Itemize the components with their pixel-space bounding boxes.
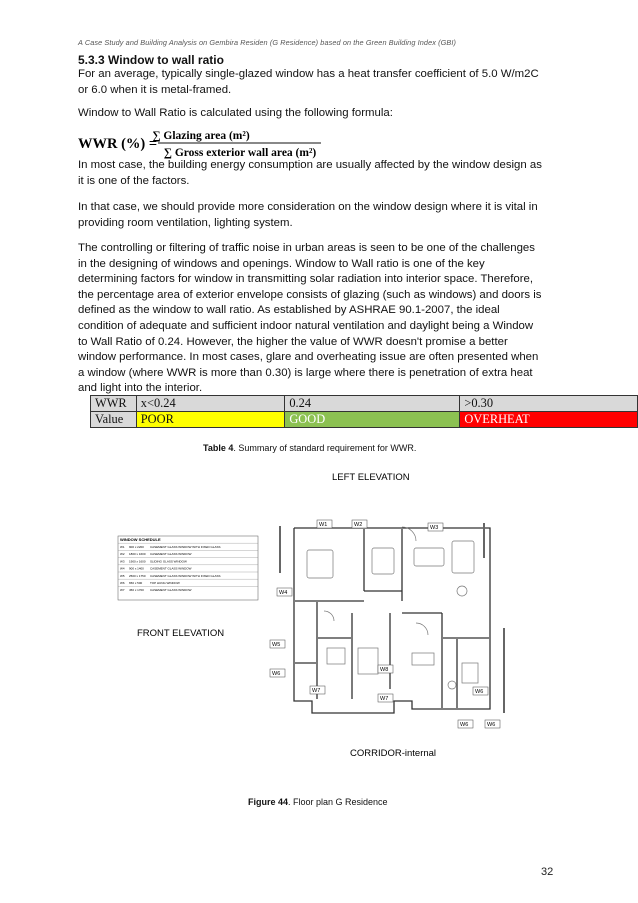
table-cell: >0.30 — [460, 396, 638, 412]
window-tag: W7 — [312, 688, 321, 694]
window-tag: W7 — [380, 696, 389, 702]
caption-text: . Summary of standard requirement for WWR. — [233, 443, 417, 453]
text-line: The controlling or filtering of traffic noise in urban areas is seen to be one of the challenges — [78, 242, 535, 254]
window-tag: W3 — [430, 525, 439, 531]
text-line: the percentage area of exterior envelope consists of glazing (such as windows) and doors is — [78, 288, 542, 301]
page-number: 32 — [541, 866, 554, 878]
window-tag: W2 — [354, 522, 363, 528]
window-tags — [270, 520, 500, 728]
running-head: A Case Study and Building Analysis on Gembira Residen (G Residence) based on the Green Building Index (GBI) — [78, 38, 457, 47]
table-header-row — [91, 396, 638, 412]
table-cell: 0.24 — [285, 396, 460, 412]
caption-label: Figure 44 — [248, 797, 289, 807]
paragraph-traffic-noise — [78, 241, 566, 397]
exterior-columns — [280, 523, 504, 713]
left-elevation-label: LEFT ELEVATION — [332, 472, 410, 483]
paragraph-window-design — [78, 200, 566, 231]
paragraph-heat-transfer — [78, 67, 566, 98]
formula-lhs: WWR (%) = — [78, 136, 158, 152]
caption-text: . Floor plan G Residence — [288, 797, 388, 807]
schedule-cell: CASEMENT GLASS WINDOW — [150, 552, 192, 557]
table-cell: x<0.24 — [136, 396, 285, 412]
wwr-table — [90, 395, 638, 428]
text-line: In that case, we should provide more consideration on the window design where it is vital in — [78, 201, 538, 213]
schedule-cell: W6 — [120, 581, 125, 585]
table-caption — [203, 443, 416, 453]
schedule-cell: CASEMENT GLASS WINDOW WITH FIXED GLASS — [150, 545, 221, 549]
text-line: a window (where WWR is more than 0.30) is large where there is penetration of extra heat — [78, 366, 533, 379]
window-tag: W6 — [475, 689, 484, 695]
schedule-cell: 1800 x 1600 — [129, 552, 146, 557]
schedule-cell: SLIDING GLASS WINDOW — [150, 559, 187, 564]
paragraph-formula-intro — [78, 106, 566, 122]
text-line: defined as the window to wall ratio. As established by ASHRAE 90.1-2007, the ideal — [78, 304, 500, 317]
text-line: in the designing of windows and openings. Window to Wall ratio is one of the key — [78, 257, 485, 270]
text-line: to Wall Ratio of 0.24. However, the higher the value of WWR doesn't promise a better — [78, 335, 508, 348]
table-cell: WWR — [91, 396, 137, 412]
schedule-cell: 900 x 1400 — [129, 566, 144, 571]
schedule-cell: 2500 x 1750 — [129, 573, 146, 578]
text-line: providing room ventilation, lighting system. — [78, 216, 293, 229]
formula-numerator: ∑ Glazing area (m²) — [152, 130, 250, 142]
furniture — [307, 527, 478, 689]
overheat-cell: OVERHEAT — [460, 412, 638, 428]
schedule-cell: 1900 x 1600 — [129, 559, 146, 564]
schedule-cell: W2 — [120, 552, 125, 557]
text-line: Window to Wall Ratio is calculated using the following formula: — [78, 107, 393, 119]
text-line: In most case, the building energy consumption are usually affected by the window design as — [78, 159, 542, 171]
table-cell: Value — [91, 412, 137, 428]
window-tag: W6 — [460, 722, 469, 728]
window-tag: W8 — [380, 667, 389, 673]
text-line: or 6.0 when it is metal-framed. — [78, 83, 232, 96]
schedule-cell: 450 x 1700 — [129, 588, 144, 593]
paragraph-energy-consumption — [78, 158, 566, 189]
text-line: it is one of the factors. — [78, 174, 190, 187]
section-heading: 5.3.3 Window to wall ratio — [78, 53, 224, 67]
schedule-cell: W4 — [120, 566, 125, 571]
text-line: condition of adequate and sufficient indoor natural ventilation and daylight being a Window — [78, 319, 534, 332]
schedule-cell: W3 — [120, 559, 125, 564]
table-row — [91, 412, 638, 428]
wwr-formula — [78, 126, 323, 160]
front-elevation-label: FRONT ELEVATION — [137, 628, 225, 639]
schedule-cell: 650 x 500 — [129, 581, 143, 585]
figure-caption — [248, 797, 388, 807]
caption-label: Table 4 — [203, 443, 234, 453]
window-tag: W6 — [487, 722, 496, 728]
text-line: determining factors for window in transmitting solar radiation into interior space. Therefore, — [78, 273, 533, 286]
floor-plan-figure — [102, 463, 522, 763]
text-line: For an average, typically single-glazed window has a heat transfer coefficient of 5.0 W/m2C — [78, 68, 539, 80]
schedule-cell: CASEMENT GLASS WINDOW — [150, 588, 192, 593]
schedule-cell: W7 — [120, 588, 125, 593]
good-cell: GOOD — [285, 412, 460, 428]
schedule-cell: W1 — [120, 545, 125, 549]
poor-cell: POOR — [136, 412, 285, 428]
schedule-cell: TOP HUNG WINDOW — [150, 581, 180, 585]
formula-denominator: ∑ Gross exterior wall area (m²) — [163, 147, 317, 159]
schedule-cell: CASEMENT GLASS WINDOW — [150, 566, 192, 571]
text-line: window performance. In most cases, glare and overheating issue are often presented when — [78, 351, 539, 364]
window-tag: W1 — [319, 522, 328, 528]
plan-walls — [294, 528, 490, 713]
schedule-title: WINDOW SCHEDULE — [120, 537, 161, 542]
schedule-cell: CASEMENT GLASS WINDOW WITH FIXED GLASS — [150, 573, 221, 578]
window-tag: W4 — [279, 590, 288, 596]
schedule-cell: W5 — [120, 573, 125, 578]
window-tag: W5 — [272, 642, 281, 648]
corridor-label: CORRIDOR-internal — [350, 748, 437, 759]
schedule-cell: 900 x 2200 — [129, 545, 144, 549]
text-line: and light into the interior. — [78, 382, 203, 395]
window-schedule — [118, 536, 258, 600]
window-tag: W6 — [272, 671, 281, 677]
